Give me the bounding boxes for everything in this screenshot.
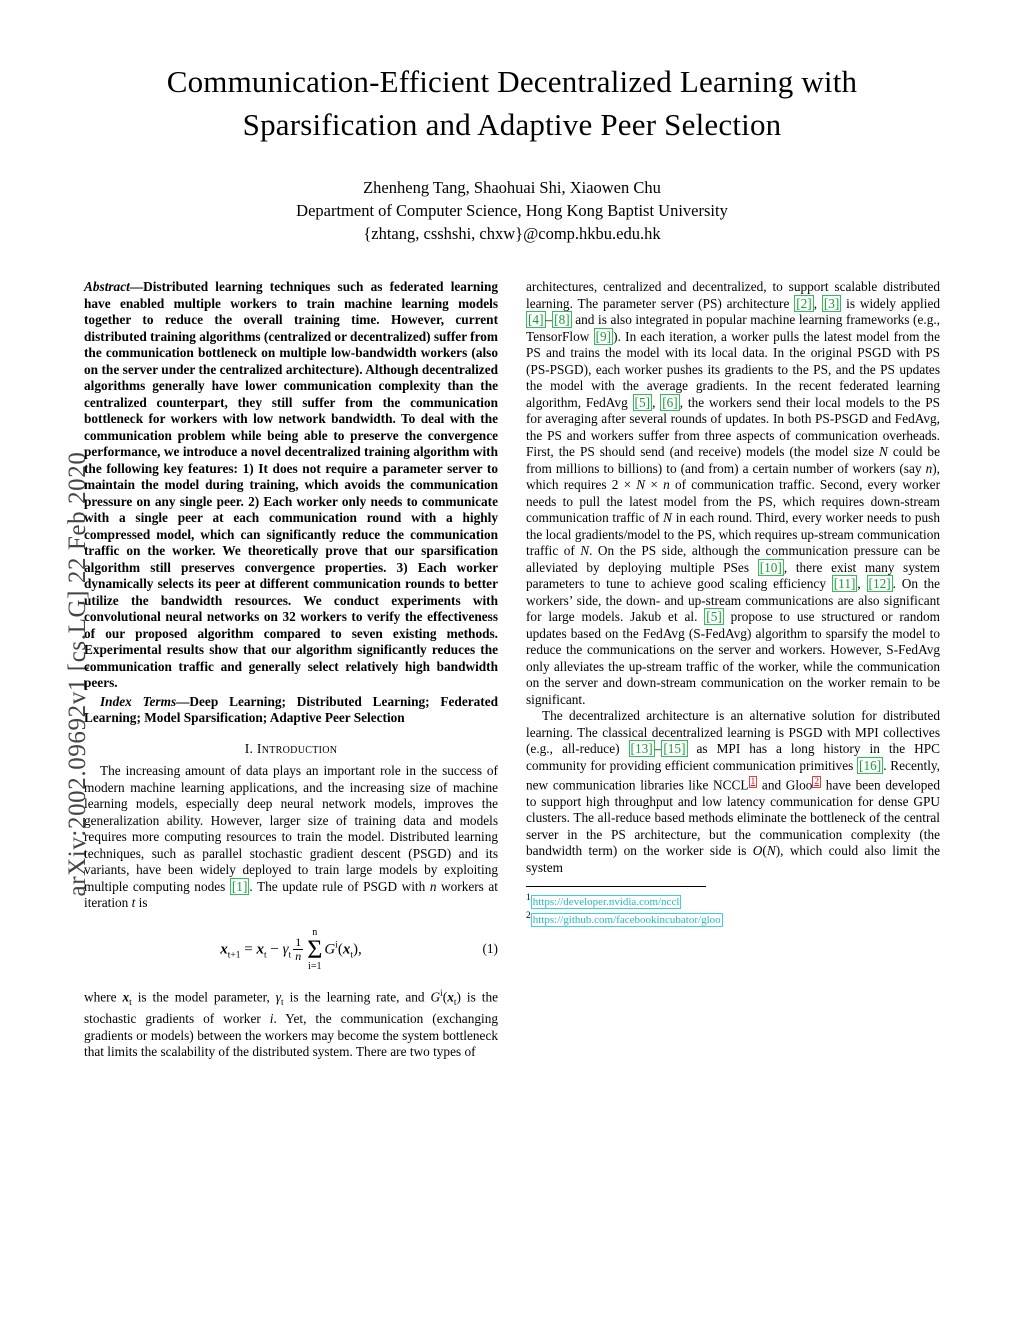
intro-text-a: The increasing amount of data plays an important role in the success of modern machine learning applications, and the increasing size of machine learning models, especially deep neural network models, improves the generalization ability. However, larger size of training data and models requires more computing resources to train the model. Distributed learning techniques, such as parallel stochastic gradient descent (PSGD) and its variants, have been widely deployed to train large models by exploiting multiple computing nodes <box>84 763 498 894</box>
rp2-e: and Gloo <box>757 777 813 793</box>
citation-4[interactable]: [4] <box>528 312 544 327</box>
equation-1-number: (1) <box>482 941 498 957</box>
footnote-2-link[interactable]: https://github.com/facebookincubator/gloo <box>532 913 721 926</box>
rp1-i: could be from millions to billions) to (and from) a certain number of workers (say <box>526 444 940 476</box>
math-G-i-x-t: G <box>430 988 441 1004</box>
math-n: n <box>429 878 437 894</box>
rp1-p: , <box>857 576 867 591</box>
index-terms-dash: — <box>176 693 190 709</box>
footnote-separator <box>526 886 721 926</box>
index-terms-lead: Index Terms <box>100 693 177 709</box>
math-x-t: x <box>122 988 130 1004</box>
index-terms-text: Deep Learning; Distributed Learning; Federated Learning; Model Sparsification; Adaptive Peer Selection <box>84 693 499 725</box>
right-column <box>526 279 940 1061</box>
intro2-text-a: where <box>84 988 123 1004</box>
rp1-g: , <box>652 394 661 410</box>
footnote-mark-1[interactable]: 1 <box>750 777 756 787</box>
intro-paragraph-1 <box>84 763 498 912</box>
author-block <box>84 176 940 245</box>
intro2-text-d: is the stochastic gradients of worker <box>84 988 498 1027</box>
citation-15[interactable]: [15] <box>663 741 686 756</box>
footnote-1-link[interactable]: https://developer.nvidia.com/nccl <box>532 896 680 909</box>
citation-10[interactable]: [10] <box>759 559 782 575</box>
equation-1-body: $x_{t+1} = x_t - \gamma_t$ $\frac{1}{n}$ n Σ i=1 $G^i(x_t)$, <box>220 926 362 972</box>
footnote-1-mark: 1 <box>526 893 531 904</box>
citation-6[interactable]: [6] <box>662 394 678 410</box>
math-n-right: n <box>925 460 933 476</box>
intro-paragraph-2: where $x_t$ is the model parameter, $\gamma_t$ is the learning rate, and $G^i(x_t)$ is the stochastic gradients of worker i. Yet, the communication (exchanging gradients or models) between the workers may become the system bottleneck that limits the scalability of the distributed system. There are two types of <box>84 988 498 1060</box>
rp1-h: , the workers send their local models to the PS for averaging after several rounds of updates. In both PS-PSGD and FedAvg, the PS and workers suffer from three aspects of communication overheads. First, the PS should send (and receive) models (the model size <box>526 394 940 459</box>
citation-12[interactable]: [12] <box>868 576 891 591</box>
intro2-text-b: is the model parameter, <box>131 988 276 1004</box>
citation-9[interactable]: [9] <box>595 328 612 344</box>
rp2-a: The decentralized architecture is an alternative solution for distributed learning. The classical decentralized learning is PSGD with MPI collectives (e.g., all-reduce) <box>526 708 940 756</box>
right-paragraph-2 <box>526 708 940 876</box>
citation-5[interactable]: [5] <box>634 394 651 410</box>
intro-text-d: is <box>135 895 148 910</box>
abstract <box>84 279 498 692</box>
rp2-b: – <box>654 741 662 756</box>
rp1-a: architectures, centralized and decentralized, to support scalable distributed learning. The parameter server (PS) architecture <box>526 279 940 311</box>
footnote-2 <box>526 909 721 927</box>
section-heading-introduction: I. Introduction <box>244 740 338 756</box>
author-email: {zhtang, csshshi, chxw}@comp.hkbu.edu.hk <box>363 224 661 243</box>
rp1-r: propose to use structured or random updates based on the FedAvg (S-FedAvg) algorithm to sparsify the model to reduce the communications on the server and workers. However, S-FedAvg only alleviates the up-stream traffic of the worker, while the communication on the server and down-stream communication on the worker remain to be significant. <box>526 609 940 707</box>
author-affiliation: Department of Computer Science, Hong Kong Baptist University <box>296 201 728 220</box>
two-column-body <box>84 279 940 1061</box>
math-2NN: 2 × N × n <box>611 477 670 492</box>
abstract-dash: — <box>129 279 144 294</box>
math-N-2: N <box>663 510 673 525</box>
rp1-b: , <box>813 295 822 311</box>
rp2-c: as MPI has a long history in the HPC community for providing efficient communication primitives <box>526 741 940 773</box>
math-O-N: O(N) <box>752 843 781 859</box>
page-title: Communication-Efficient Decentralized Learning with Sparsification and Adaptive Peer Selection <box>166 64 858 142</box>
rp1-m: . On the PS side, although the communication pressure can be alleviated by deploying multiple PSes <box>526 543 940 575</box>
citation-16[interactable]: [16] <box>859 757 882 773</box>
equation-1 <box>84 926 498 974</box>
rp1-k: of communication traffic. Second, every worker needs to pull the latest model from the PS, which requires down-stream communication traffic of <box>526 477 940 525</box>
math-N-3: N <box>580 543 590 558</box>
citation-8[interactable]: [8] <box>554 312 570 327</box>
rp1-d: – <box>545 312 553 327</box>
rp1-o: , there exist many system parameters to tune to achieve good scaling efficiency <box>526 559 940 591</box>
citation-11[interactable]: [11] <box>833 576 856 591</box>
math-N: N <box>879 444 888 459</box>
citation-1[interactable]: [1] <box>231 878 248 894</box>
intro-text-b: . The update rule of PSGD with <box>249 878 430 894</box>
rp2-g: , which could also limit the system <box>526 843 940 875</box>
index-terms <box>84 694 498 727</box>
abstract-text: Distributed learning techniques such as federated learning have enabled multiple workers to train machine learning models together to reduce the overall training time. However, current distributed training algorithms (centralized or decentralized) suffer from the communication bottleneck on multiple low-bandwidth workers (also on the server under the centralized architecture). Although decentralized algorithms generally have lower communication complexity than the centralized counterpart, they still suffer from the communication bottleneck for workers with low network bandwidth. To deal with the communication problem while being able to preserve the convergence performance, we introduce a novel decentralized training algorithm with the following key features: 1) It does not require a parameter server to maintain the model during training, which avoids the communication pressure on any single peer. 2) Each worker only needs to communicate with a single peer at each communication round with a highly compressed model, which can significantly reduce the communication traffic on the worker. We theoretically prove that our sparsification algorithm still preserves convergence properties. 3) Each worker dynamically selects its peer at different communication rounds to better utilize the bandwidth resources. We conduct experiments with convolutional neural networks on 32 workers to verify the effectiveness of our proposed algorithm compared to seven existing methods. Experimental results show that our algorithm significantly reduces the communication traffic and generally select relatively high bandwidth peers. <box>84 279 498 690</box>
intro2-text-e: . Yet, the communication (exchanging gradients or models) between the workers may become the system bottleneck that limits the scalability of the distributed system. There are two types of <box>84 1011 498 1060</box>
math-i: i <box>269 1011 274 1027</box>
math-t: t <box>131 895 136 910</box>
rp1-f: ). In each iteration, a worker pulls the latest model from the PS and trains the model with its local data. In the original PSGD with PS (PS-PSGD), each worker pushes its gradients to the PS, and the PS updates the model with the average gradients. In the recent federated learning algorithm, FedAvg <box>526 328 940 410</box>
right-paragraph-1 <box>526 279 940 708</box>
footnote-mark-2[interactable]: 2 <box>814 777 820 787</box>
rp1-q: . On the workers’ side, the down- and up-stream communications are also significant for large models. Jakub et al. <box>526 576 941 624</box>
paper-content <box>84 60 940 1061</box>
rp1-l: in each round. Third, every worker needs to push the local gradients/model to the PS, which requires up-stream communication traffic of <box>526 510 940 558</box>
rp2-d: . Recently, new communication libraries like NCCL <box>526 757 940 793</box>
math-gamma-t: γ <box>275 988 282 1004</box>
abstract-lead: Abstract <box>84 279 130 294</box>
citation-3[interactable]: [3] <box>823 295 840 311</box>
rp1-e: and is also integrated in popular machine learning frameworks (e.g., TensorFlow <box>526 312 940 344</box>
citation-5b[interactable]: [5] <box>706 609 722 624</box>
citation-13[interactable]: [13] <box>630 741 653 756</box>
citation-2[interactable]: [2] <box>796 295 812 311</box>
footnote-2-mark: 2 <box>526 911 531 922</box>
intro2-text-c: is the learning rate, and <box>283 988 431 1004</box>
rp1-j: ), which requires <box>526 460 940 492</box>
arxiv-stamp: arXiv:2002.09692v1 [cs.LG] 22 Feb 2020 <box>64 451 91 897</box>
rp1-c: is widely applied <box>841 295 940 311</box>
left-column <box>84 279 498 1061</box>
author-names: Zhenheng Tang, Shaohuai Shi, Xiaowen Chu <box>363 178 661 197</box>
footnote-1 <box>526 891 706 909</box>
rp2-f: have been developed to support high throughput and low latency communication for dense GPU clusters. The all-reduce based methods eliminate the bottleneck of the central server in the PS architecture, but the communication complexity (the bandwidth term) on the worker side is <box>526 777 940 859</box>
intro-text-c: workers at iteration <box>84 878 498 910</box>
